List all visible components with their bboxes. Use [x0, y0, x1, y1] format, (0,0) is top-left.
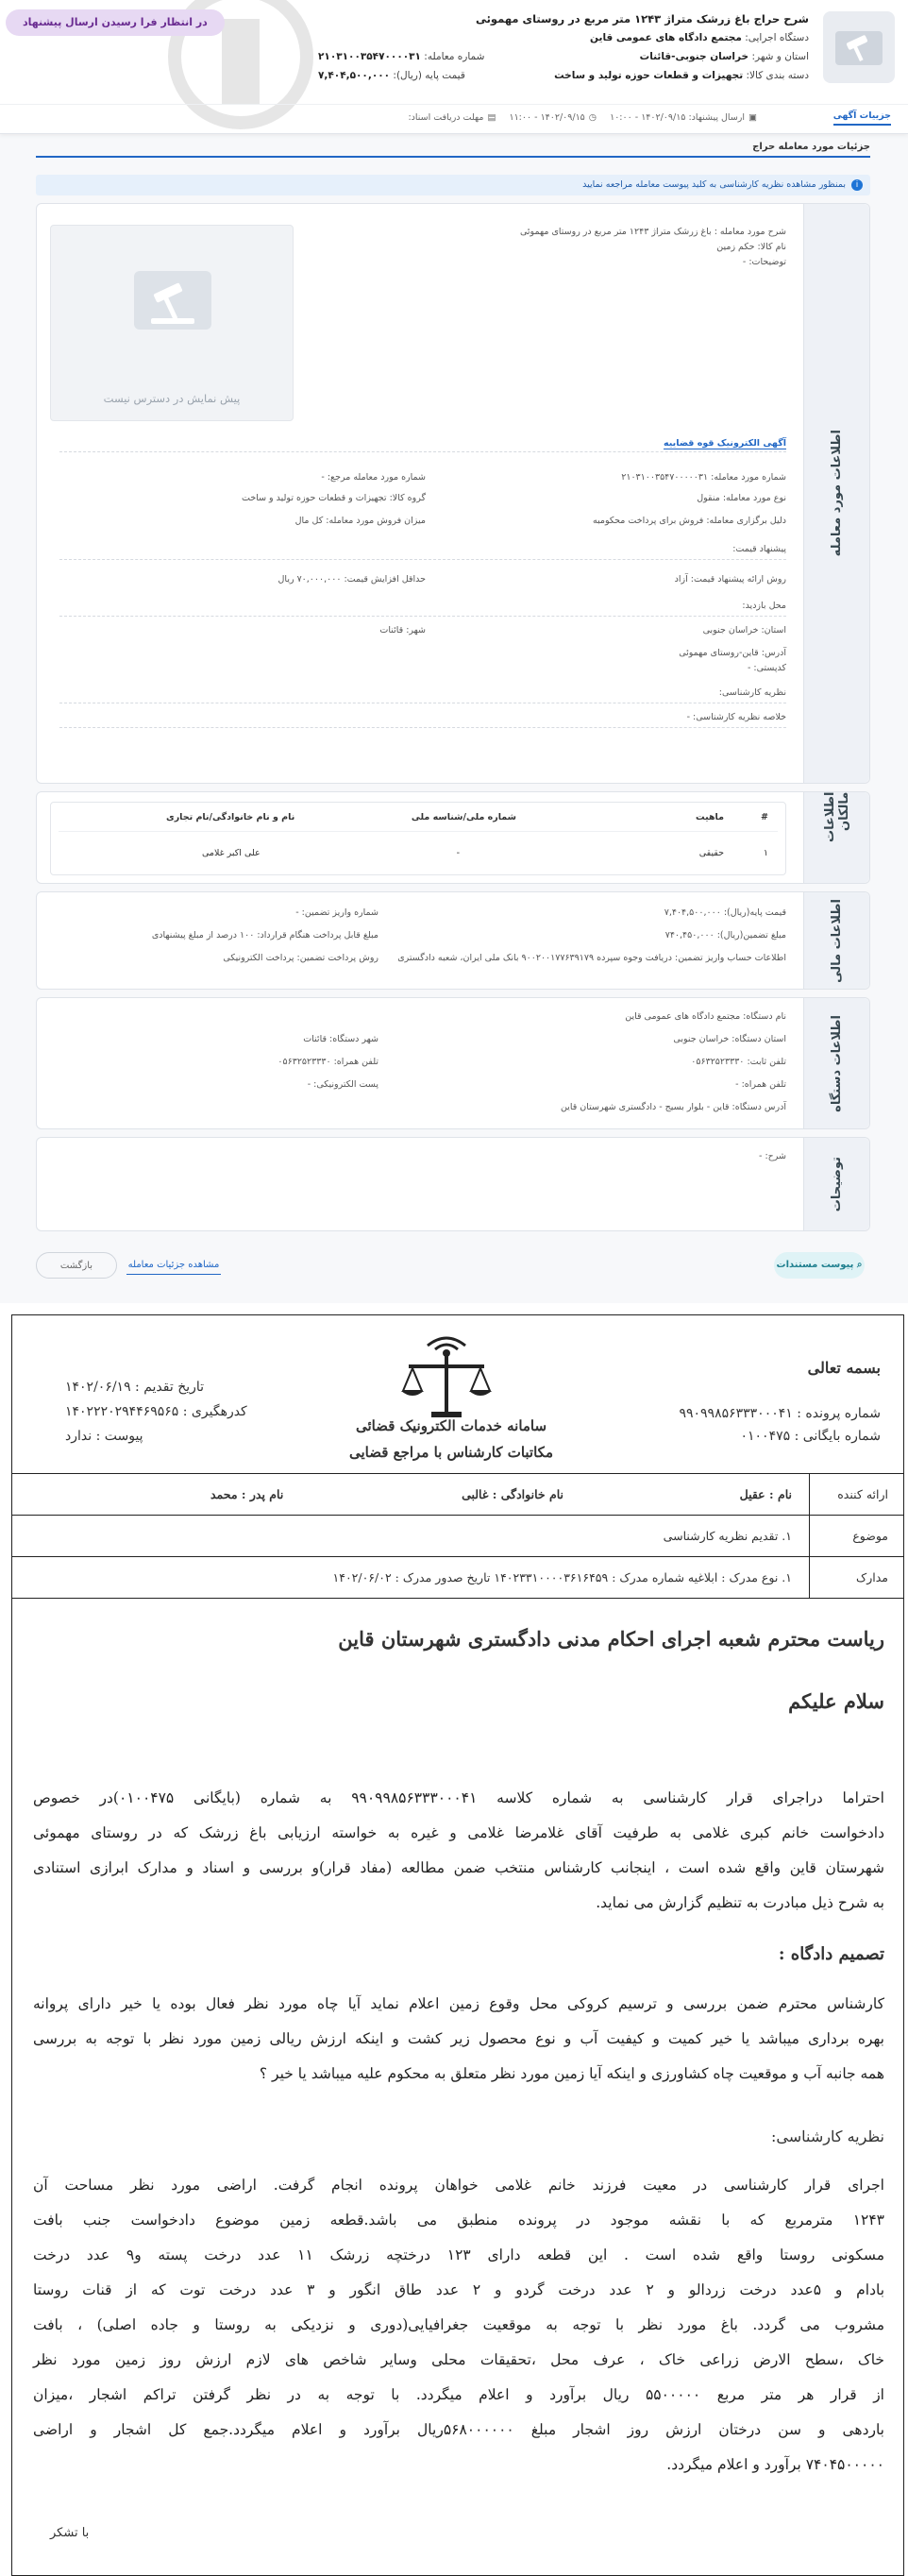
deal-no-label: شماره معامله: — [424, 51, 485, 62]
provider-row — [12, 1474, 903, 1516]
paragraph-line: ۱۲۴۳ مترمربع که با نقشه موجود در پرونده منطبق می باشد.قطعه زمین موضوع دادخواست جنب بافت — [33, 2212, 884, 2229]
deal-sidebar — [803, 204, 869, 783]
paperclip-icon: ⌕ — [853, 1260, 863, 1270]
paragraph-line: به شرح ذیل مبادرت به تنظیم گزارش می نماید. — [596, 1894, 884, 1911]
receive-date: مهلت دریافت اسناد: — [408, 112, 484, 123]
archive-number: شماره بایگانی : ۰۱۰۰۴۷۵ — [740, 1429, 881, 1444]
deal-row-right: خلاصه نظریه کارشناسی: - — [686, 712, 786, 722]
deal-row-right: آدرس: قاین-روستای مهموئی — [679, 648, 786, 658]
notes-text: شرح: - — [759, 1151, 786, 1161]
paragraph-line: مشروب می گردد. باغ مورد نظر با توجه به موقعیت جغرافیایی(دوری و نزدیکی به روستا و جاده اصلی) ، بافت — [33, 2316, 884, 2333]
owner-num: ۱ — [763, 848, 768, 858]
deal-desc-line: شرح مورد معامله : باغ زرشک متراژ ۱۲۴۳ متر مربع در روستای مهموئی — [520, 227, 786, 237]
letter-header — [12, 1315, 903, 1474]
base-price-label: قیمت پایه (ریال): — [393, 70, 465, 81]
documents-label: مدارک — [809, 1557, 903, 1598]
finance-card — [36, 891, 870, 990]
tracking-code: کدرهگیری : ۱۴۰۲۲۲۰۲۹۴۴۶۹۵۶۵ — [65, 1404, 247, 1419]
tab-details[interactable]: جزییات آگهی — [833, 110, 891, 126]
letter-heading: ریاست محترم شعبه اجرای احکام مدنی دادگستری شهرستان قاین — [338, 1627, 884, 1651]
send-date: ارسال پیشنهاد: ۱۴۰۲/۰۹/۱۵ - ۱۰:۰۰ — [610, 112, 746, 123]
expert-letter — [11, 1314, 904, 2576]
finance-row-left: شماره واریز تضمین: - — [295, 907, 378, 918]
submit-date: تاریخ تقدیم : ۱۴۰۲/۰۶/۱۹ — [65, 1380, 205, 1395]
deal-row-right: نوع مورد معامله: منقول — [697, 493, 786, 503]
provider-label: ارائه کننده — [809, 1474, 903, 1515]
finance-row-left: روش پرداخت تضمین: پرداخت الکترونیکی — [223, 953, 378, 963]
documents-row — [12, 1557, 903, 1599]
deal-no-value: ۲۱۰۳۱۰۰۳۵۴۷۰۰۰۰۳۱ — [318, 51, 421, 62]
agency-row-right: نام دستگاه: مجتمع دادگاه های عمومی قاین — [625, 1011, 786, 1022]
owners-sidebar-label: اطلاعات مالکان — [822, 792, 851, 843]
documents-value: ۱. نوع مدرک : ابلاغیه شماره مدرک : ۱۴۰۲۳۳۱۰۰۰۰۳۶۱۶۴۵۹ تاریخ صدور مدرک : ۱۴۰۲/۰۶/۰۲ — [332, 1570, 792, 1585]
owner-type: حقیقی — [698, 848, 724, 858]
deal-row-right: کدپستی: - — [747, 663, 786, 673]
section-title: جزئیات مورد معامله حراج — [752, 142, 870, 152]
deal-row-right: روش ارائه پیشنهاد قیمت: آزاد — [674, 574, 786, 585]
owners-col-num: # — [761, 812, 768, 822]
paragraph-line: کارشناس محترم ضمن بررسی و ترسیم کروکی محل وقوع زمین اعلام نماید آیا چاه مورد نظر فعال بوده یا خیر دارای پروانه — [33, 1995, 884, 2012]
paragraph-line: همه جانبه آب و موقعیت چاه کشاورزی و اینکه آیا زمین مورد نظر متعلق به محکوم علیه میباشد یا خیر ؟ — [259, 2065, 884, 2082]
owners-divider — [59, 831, 778, 832]
province-label: استان و شهر: — [751, 51, 809, 62]
clock-icon: ◷ — [588, 112, 597, 123]
org-value: مجتمع دادگاه های عمومی قاین — [590, 32, 742, 43]
org-label: دستگاه اجرایی: — [745, 32, 809, 43]
agency-row-right: تلفن ثابت: ۰۵۶۳۲۵۲۳۳۳۰ — [691, 1057, 786, 1067]
opinion-heading: نظریه کارشناسی: — [771, 2127, 884, 2145]
deal-row-right: نظریه کارشناسی: — [718, 687, 786, 698]
placeholder-image-icon — [130, 263, 215, 339]
deal-sidebar-label: اطلاعات مورد معامله — [830, 430, 844, 557]
subject-row — [12, 1516, 903, 1557]
auction-info — [318, 9, 809, 85]
deal-row-right: پیشنهاد قیمت: — [732, 544, 786, 554]
finance-sidebar — [803, 892, 869, 989]
open-date: ۱۴۰۲/۰۹/۱۵ - ۱۱:۰۰ — [509, 112, 585, 123]
provider-father: نام پدر : محمد — [210, 1487, 284, 1501]
divider — [59, 451, 786, 452]
paragraph-line: دادخواست خانم کبری غلامی به طرفیت آقای غلامرضا غلامی و غیره به خواسته ارزیابی باغ زرشک که در روستای مهموئی — [33, 1824, 884, 1841]
owners-sidebar — [803, 792, 869, 883]
paragraph-line: ۷۴۰۴۵۰۰۰۰۰ برآورد و اعلام میگردد. — [666, 2456, 884, 2473]
agency-row-right: استان دستگاه: خراسان جنوبی — [673, 1034, 786, 1044]
paragraph-line: بادام و ۵عدد درخت زردالو و ۲ عدد درخت گردو و ۲ عدد طاق انگور و ۳ عدد درخت توت که از قنات روستا — [33, 2281, 885, 2298]
letter-greeting: سلام علیکم — [788, 1689, 884, 1713]
bismillah: بسمه تعالی — [807, 1359, 881, 1377]
status-badge: در انتظار فرا رسیدن ارسال پیشنهاد — [6, 9, 225, 36]
agency-row-right: آدرس دستگاه: قاین - بلوار بسیج - دادگستری شهرستان قاین — [560, 1102, 786, 1112]
auction-header — [0, 0, 908, 134]
finance-row-left: مبلغ قابل پرداخت هنگام قرارداد: ۱۰۰ درصد از مبلغ پیشنهادی — [151, 930, 378, 941]
owners-table — [50, 802, 786, 875]
section-divider — [36, 156, 870, 158]
agency-row-right: تلفن همراه: - — [735, 1079, 786, 1090]
deal-row-right: استان: خراسان جنوبی — [702, 625, 786, 636]
agency-sidebar-label: اطلاعات دستگاه — [830, 1014, 844, 1112]
deal-row-left: شماره مورد معامله مرجع: - — [321, 472, 426, 483]
divider — [59, 559, 786, 560]
owner-id: - — [456, 848, 460, 858]
owner-name: علی اکبر غلامی — [202, 848, 261, 858]
attach-button[interactable] — [774, 1252, 865, 1279]
paragraph-line: از قرار هر متر مربع ۵۵۰۰۰۰۰ ریال برآورد و اعلام میگردد. با توجه به در نظر گرفتن تراکم اشجار ،میزان — [33, 2386, 884, 2403]
province-value: خراسان جنوبی-قائنات — [639, 51, 749, 62]
owners-col-name: نام و نام خانوادگی/نام تجاری — [166, 812, 295, 822]
owners-col-id: شماره ملی/شناسه ملی — [411, 812, 516, 822]
calendar-icon: ▣ — [748, 112, 757, 123]
finance-row-right: مبلغ تضمین(ریال): ۷۴۰,۴۵۰,۰۰۰ — [664, 930, 786, 941]
finance-sidebar-label: اطلاعات مالی — [830, 898, 844, 983]
agency-sidebar — [803, 998, 869, 1128]
provider-family: نام خانوادگی : غالبی — [462, 1487, 563, 1501]
deal-desc: توضیحات: - — [742, 257, 786, 267]
info-icon: i — [851, 179, 863, 191]
agency-row-left: شهر دستگاه: قائنات — [303, 1034, 378, 1044]
gavel-logo-icon — [823, 11, 895, 83]
paragraph-line: خاک ،سطح الارض زراعی خاک ، عرف محل ،تحقیقات محلی وسایر شاخص های لازم ارزش روز زمین مورد نظر — [33, 2351, 884, 2368]
divider — [59, 727, 786, 728]
divider — [59, 616, 786, 617]
case-number: شماره پرونده : ۹۹۰۹۹۸۵۶۳۳۳۰۰۰۴۱ — [679, 1406, 881, 1421]
deal-row-left: حداقل افزایش قیمت: ۷۰,۰۰۰,۰۰۰ ریال — [277, 574, 426, 585]
view-details-link[interactable]: مشاهده جزئیات معامله — [126, 1256, 221, 1275]
decision-heading: تصمیم دادگاه : — [778, 1944, 884, 1964]
subject-value: ۱. تقدیم نظریه کارشناسی — [663, 1529, 792, 1543]
paragraph-line: احتراما دراجرای قرار کارشناسی به شماره کلاسه ۹۹۰۹۹۸۵۶۳۳۳۰۰۰۴۱ به شماره (بایگانی ۰۱۰۰۴۷۵)در خصوص — [33, 1789, 884, 1806]
auction-title: شرح حراج باغ زرشک متراژ ۱۲۴۳ متر مربع در روستای مهموئی — [475, 12, 809, 25]
paragraph-line: شهرستان قاین واقع شده است ، اینجانب کارشناس منتخب ضمن مطالعه (مفاد قرار)و بررسی و اسناد و مدارک ابرازی استنادی — [33, 1859, 884, 1876]
back-button[interactable]: بازگشت — [36, 1252, 117, 1279]
deal-row-right: محل بازدید: — [742, 601, 786, 611]
system-subtitle: مکاتبات کارشناس با مراجع قضایی — [348, 1444, 553, 1461]
attach-label: پیوست مستندات — [776, 1260, 854, 1270]
system-title: سامانه خدمات الکترونیک قضائی — [355, 1417, 547, 1434]
paragraph-line: مسکونی روستا واقع شده است . این قطعه دارای ۱۲۳ درختچه زرشک ۱۱ عدد درخت پسته و۹ عدد درخت — [33, 2246, 884, 2263]
paragraph-line: بهره برداری میباشد یا خیر کمیت و کیفیت آب و نوع محصول زیر کشت و اینکه ارزش ریالی زمین مورد نظر با توجه به بررسی — [33, 2030, 884, 2047]
deal-row-right: دلیل برگزاری معامله: فروش برای پرداخت محکومبه — [592, 516, 786, 526]
deal-row-left: گروه کالا: تجهیزات و قطعات حوزه تولید و ساخت — [241, 493, 426, 503]
paragraph-line: باردهی و سن درختان ارزش روز اشجار مبلغ ۵۶۸۰۰۰۰۰۰ریال برآورد و اعلام میگردد.جمع کل اشجار و اراضی — [33, 2421, 884, 2438]
document-icon: ▤ — [487, 112, 496, 123]
subject-label: موضوع — [809, 1516, 903, 1556]
image-preview — [50, 225, 294, 421]
deal-row-left: شهر: قائنات — [379, 625, 426, 636]
notes-sidebar — [803, 1138, 869, 1230]
deal-card — [36, 203, 870, 784]
justice-scales-icon — [399, 1329, 494, 1423]
agency-card — [36, 997, 870, 1129]
category-value: تجهیزات و قطعات حوزه تولید و ساخت — [554, 70, 744, 81]
notes-sidebar-label: توضیحات — [830, 1156, 844, 1212]
attachment-info: پیوست : ندارد — [65, 1429, 143, 1444]
deal-row-right: شماره مورد معامله: ۲۱۰۳۱۰۰۳۵۴۷۰۰۰۰۰۳۱ — [621, 472, 786, 483]
finance-row-right: قیمت پایه(ریال): ۷,۴۰۴,۵۰۰,۰۰۰ — [664, 907, 786, 918]
deal-owner: نام کالا: حکم زمین — [716, 242, 786, 252]
header-tabs — [0, 104, 908, 134]
notice-text: بمنظور مشاهده نظریه کارشناسی به کلید پیوست معامله مراجعه نمایید — [582, 179, 846, 190]
agency-row-left: پست الکترونیکی: - — [307, 1079, 378, 1090]
timeline — [408, 112, 757, 123]
base-price-value: ۷,۴۰۴,۵۰۰,۰۰۰ — [318, 70, 391, 81]
finance-row-right: اطلاعات حساب واریز تضمین: دریافت وجوه سپرده ۹۰۰۲۰۰۱۷۷۶۳۹۱۷۹ بانک ملی ایران، شعبه دادگستری — [397, 953, 786, 963]
provider-name: نام : عقیل — [739, 1487, 792, 1501]
notes-card — [36, 1137, 870, 1231]
agency-row-left: تلفن همراه: ۰۵۶۳۲۵۲۳۳۳۰ — [277, 1057, 378, 1067]
owners-col-type: ماهیت — [696, 812, 724, 822]
owners-card — [36, 791, 870, 884]
deal-row-left: میزان فروش مورد معامله: کل مال — [294, 516, 426, 526]
deal-link[interactable]: آگهی الکترونیک قوه قضاییه — [664, 438, 786, 449]
letter-closing: با تشکر — [50, 2526, 90, 2540]
no-preview-text: پیش نمایش در دسترس نیست — [103, 392, 241, 405]
paragraph-line: اجرای قرار کارشناسی در معیت فرزند خانم غلامی خواهان پرونده انجام گرفت. اراضی مورد نظر مساحت آن — [33, 2177, 884, 2194]
info-notice — [36, 175, 870, 195]
category-label: دسته بندی کالا: — [746, 70, 809, 81]
